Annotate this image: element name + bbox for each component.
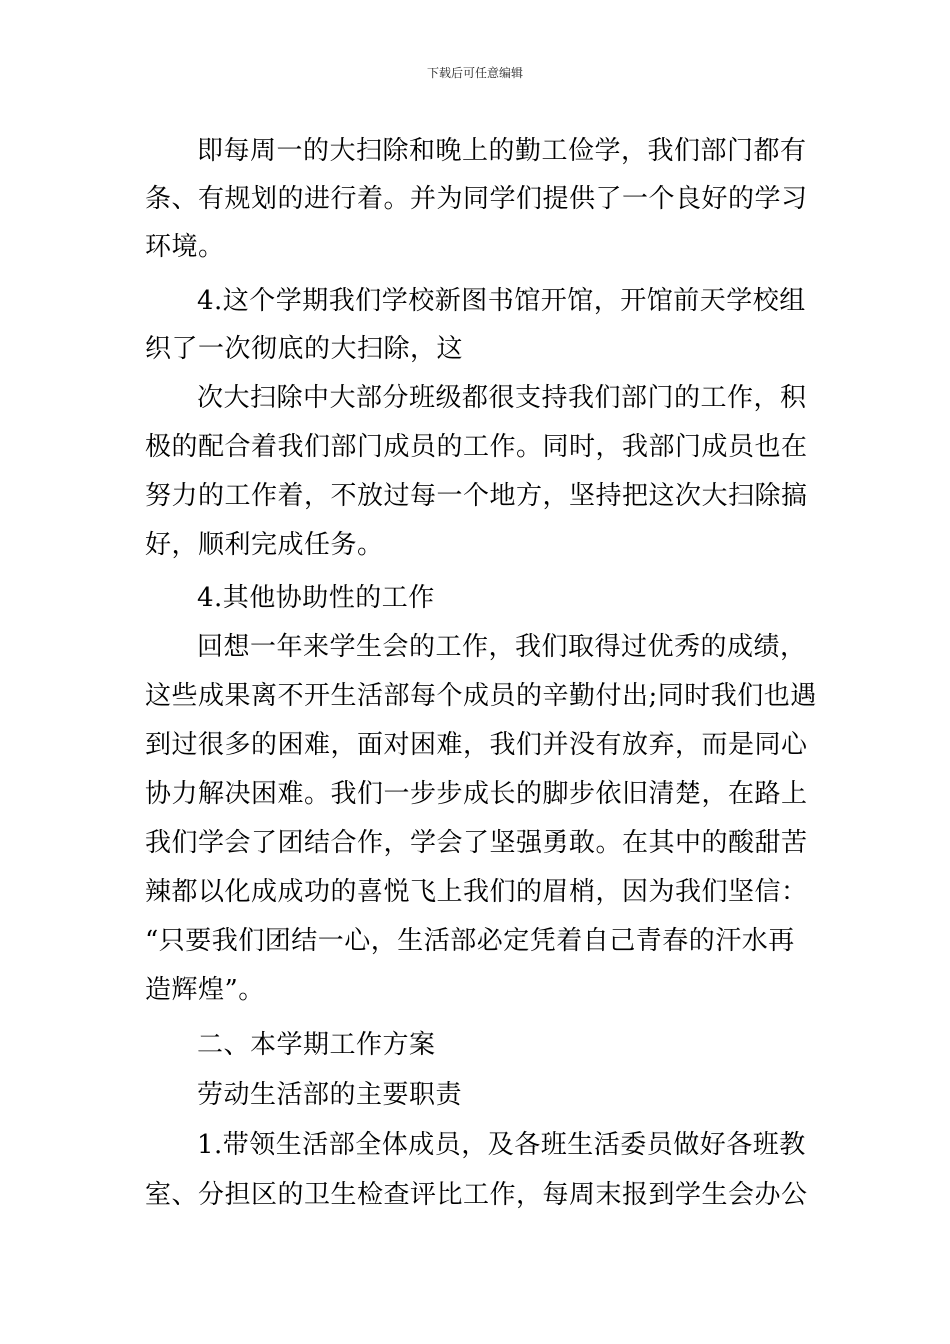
paragraph-line: 室、分担区的卫生检查评比工作，每周末报到学生会办公 bbox=[145, 1180, 808, 1210]
paragraph-line: 辣都以化成成功的喜悦飞上我们的眉梢，因为我们坚信： bbox=[145, 877, 808, 907]
paragraph-line: 1.带领生活部全体成员，及各班生活委员做好各班教 bbox=[197, 1130, 806, 1160]
paragraph-line: 4.这个学期我们学校新图书馆开馆，开馆前天学校组 bbox=[197, 286, 806, 316]
paragraph-line: 次大扫除中大部分班级都很支持我们部门的工作，积 bbox=[197, 383, 807, 413]
subsection-heading: 劳动生活部的主要职责 bbox=[197, 1080, 463, 1110]
paragraph-line: 到过很多的困难，面对困难，我们并没有放弃，而是同心 bbox=[145, 730, 808, 760]
section-heading: 二、本学期工作方案 bbox=[197, 1030, 436, 1060]
paragraph-line: 织了一次彻底的大扫除，这 bbox=[145, 334, 464, 364]
paragraph-line: 好，顺利完成任务。 bbox=[145, 530, 384, 560]
paragraph-line: 造辉煌”。 bbox=[145, 975, 265, 1005]
paragraph-line: “只要我们团结一心，生活部必定凭着自己青春的汗水再 bbox=[145, 926, 795, 956]
paragraph-line: 协力解决困难。我们一步步成长的脚步依旧清楚，在路上 bbox=[145, 779, 808, 809]
paragraph-line: 极的配合着我们部门成员的工作。同时，我部门成员也在 bbox=[145, 432, 808, 462]
section-line: 4.其他协助性的工作 bbox=[197, 583, 435, 613]
paragraph-line: 我们学会了团结合作，学会了坚强勇敢。在其中的酸甜苦 bbox=[145, 828, 808, 858]
paragraph-line: 即每周一的大扫除和晚上的勤工俭学，我们部门都有 bbox=[197, 136, 807, 166]
paragraph-line: 环境。 bbox=[145, 232, 225, 262]
paragraph-line: 努力的工作着，不放过每一个地方，坚持把这次大扫除搞 bbox=[145, 481, 808, 511]
paragraph-line: 条、有规划的进行着。并为同学们提供了一个良好的学习 bbox=[145, 184, 808, 214]
paragraph-line: 这些成果离不开生活部每个成员的辛勤付出;同时我们也遇 bbox=[145, 681, 817, 711]
page-header: 下载后可任意编辑 bbox=[426, 66, 523, 80]
paragraph-line: 回想一年来学生会的工作，我们取得过优秀的成绩， bbox=[197, 632, 807, 662]
